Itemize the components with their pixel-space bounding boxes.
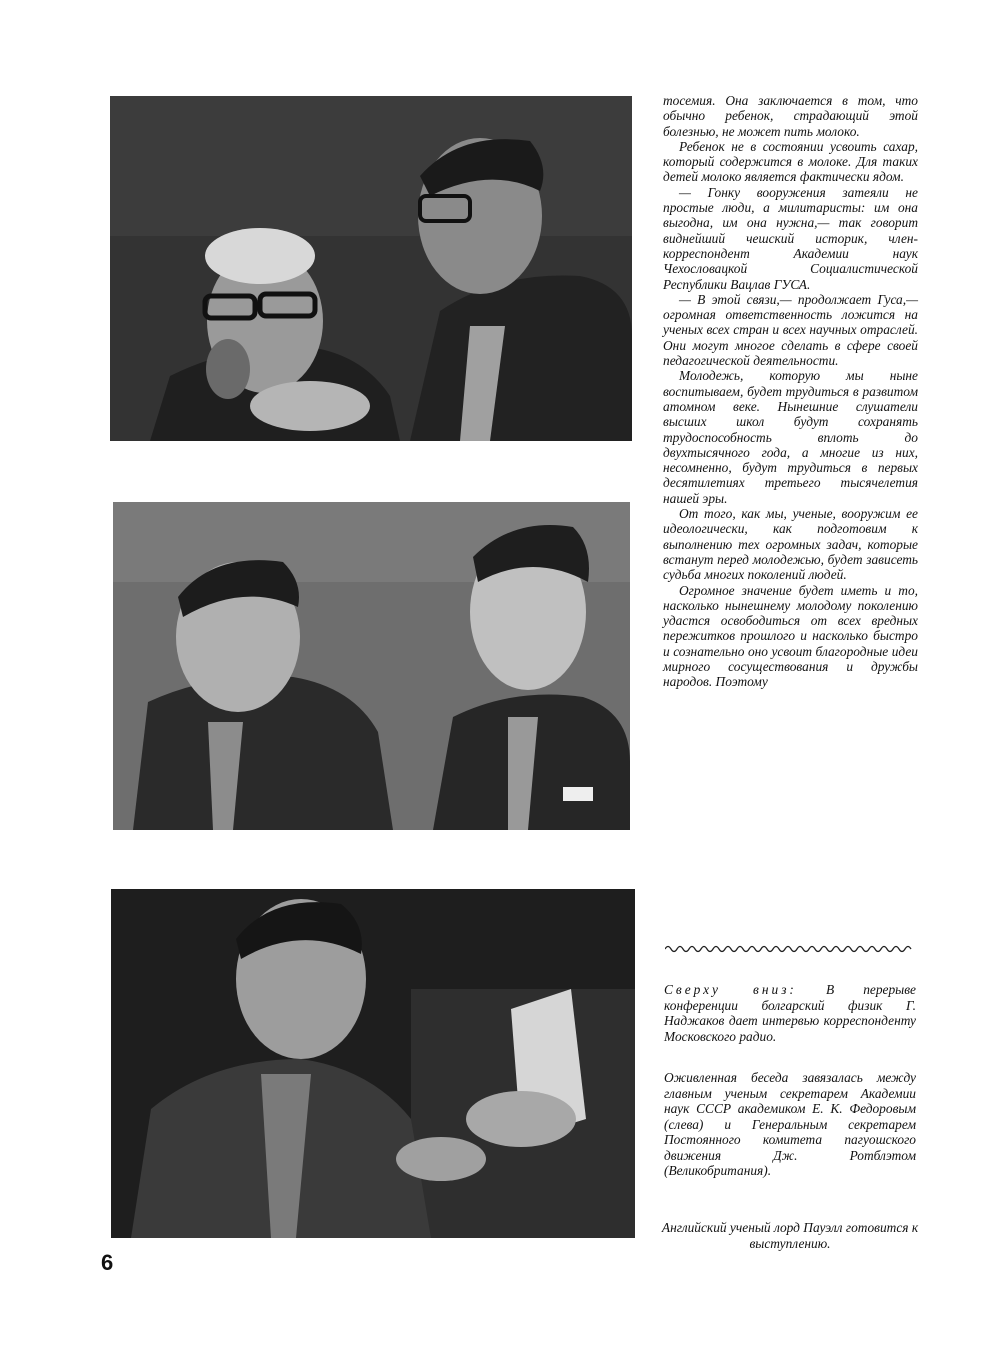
paragraph: Ребенок не в состоянии усвоить сахар, который содержится в молоке. Для таких детей молоко является фактически ядом. — [663, 138, 918, 185]
photo-interview — [110, 96, 632, 441]
photo-reading — [111, 889, 635, 1238]
photo-conversation — [113, 502, 630, 830]
caption-text: В перерыве конференции болгарский физик Г. Наджаков дает интервью корреспонденту Московского радио. — [664, 982, 917, 1044]
paragraph: От того, как мы, ученые, вооружим ее идеологически, как подготовим к выполнению тех огромных задач, которые встанут перед молодежью, будет зависеть судьба многих поколений людей. — [663, 506, 918, 583]
article-column — [663, 93, 918, 690]
paragraph: Огромное значение будет иметь и то, насколько нынешнему молодому поколению удастся освободиться от всех вредных пережитков прошлого и насколько быстро и сознательно оно усвоит благородные идеи мирного сосуществования и дружбы народов. Поэтому — [663, 582, 918, 690]
caption-conversation: Оживленная беседа завязалась между главным ученым секретарем Академии наук СССР академиком Е. К. Федоровым (слева) и Генеральным секретарем Постоянного комитета пагуошского движения Дж. Ротблэтом (Великобритания). — [664, 1070, 916, 1178]
paragraph: Молодежь, которую мы ныне воспитываем, будет трудиться в развитом атомном веке. Нынешние слушатели высших школ будут сохранять трудоспособность вплоть до двухтысячного года, а многие из них, несомненно, будут трудиться в первых десятилетиях третьего тысячелетия нашей эры. — [663, 368, 918, 506]
caption-lead: Сверху вниз: — [664, 982, 797, 997]
wavy-divider — [665, 942, 915, 956]
paragraph: — Гонку вооружения затеяли не простые люди, а милитаристы: им она выгодна, им она нужна,— так говорит виднейший чешский историк, член-корреспондент Академии наук Чехословацкой Социалистической Республики Вацлав ГУСА. — [663, 184, 918, 292]
caption-top-to-bottom — [664, 982, 916, 1044]
paragraph: тосемия. Она заключается в том, что обычно ребенок, страдающий этой болезнью, не может пить молоко. — [663, 93, 918, 139]
page-number: 6 — [101, 1250, 114, 1275]
paragraph: — В этой связи,— продолжает Гуса,— огромная ответственность ложится на ученых всех стран и всех научных отраслей. Они могут многое сделать в сфере своей педагогической деятельности. — [663, 291, 918, 369]
caption-powell: Английский ученый лорд Пауэлл готовится к выступлению. — [661, 1220, 919, 1251]
